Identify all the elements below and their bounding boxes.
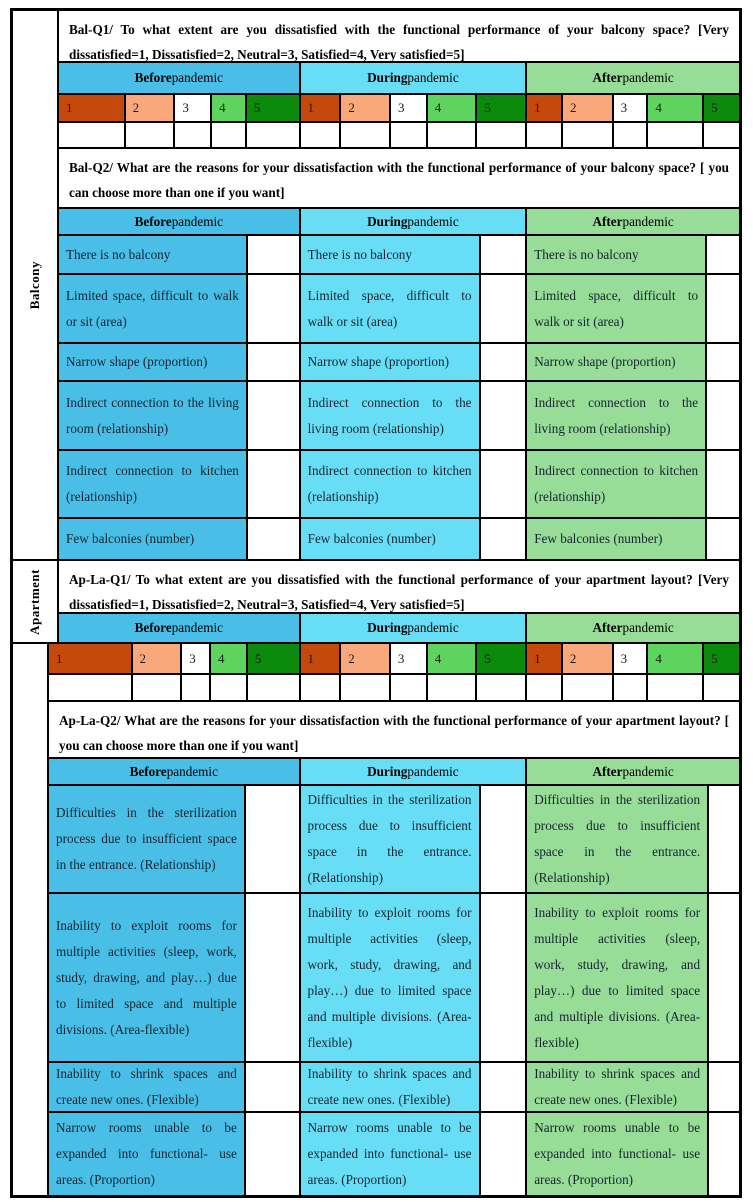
reason-cell: Narrow shape (proportion) <box>58 343 247 381</box>
reason-cell: Narrow shape (proportion) <box>300 343 480 381</box>
empty-side-cell <box>12 643 48 1196</box>
header-after-rest: pandemic <box>622 763 674 779</box>
balcony-q2-period-header-row <box>58 208 740 235</box>
apartment-reason-row <box>48 1112 740 1196</box>
scale-cell-5: 5 <box>246 94 300 122</box>
answer-cell[interactable] <box>562 674 613 701</box>
scale-cell-2: 2 <box>562 94 613 122</box>
reason-cell: Few balconies (number) <box>58 518 247 560</box>
answer-cell[interactable] <box>476 674 526 701</box>
checkbox-cell[interactable] <box>480 450 527 518</box>
header-after-pandemic <box>526 758 740 785</box>
balcony-reason-row <box>58 381 740 450</box>
header-after-bold: After <box>592 620 623 635</box>
apartment-content <box>58 560 740 643</box>
header-during-bold: During <box>367 70 408 85</box>
scale-cell-4: 4 <box>211 94 246 122</box>
reason-cell: Limited space, difficult to walk or sit (area) <box>526 274 706 343</box>
checkbox-cell[interactable] <box>480 1062 527 1112</box>
balcony-reason-row <box>58 235 740 274</box>
header-during-rest: pandemic <box>407 70 459 85</box>
scale-cell-5: 5 <box>476 94 526 122</box>
answer-cell[interactable] <box>613 674 648 701</box>
balcony-reason-row <box>58 450 740 518</box>
answer-cell[interactable] <box>132 674 182 701</box>
answer-cell[interactable] <box>48 674 132 701</box>
answer-cell[interactable] <box>340 122 390 148</box>
row-label-balcony: Balcony <box>27 260 42 310</box>
answer-cell[interactable] <box>390 674 427 701</box>
answer-cell[interactable] <box>613 122 648 148</box>
scale-cell-2: 2 <box>340 94 390 122</box>
row-label-balcony-cell <box>12 10 58 560</box>
apartment-bottom-content <box>48 643 740 1196</box>
header-before-rest: pandemic <box>166 763 218 779</box>
apartment-rating-scale-row <box>48 643 740 674</box>
answer-cell[interactable] <box>210 674 247 701</box>
reason-cell: Difficulties in the sterilization process due to insufficient space in the entrance. (Relationship) <box>48 785 245 893</box>
header-before-rest: pandemic <box>171 620 223 635</box>
reason-cell: Inability to exploit rooms for multiple activities (sleep, work, study, drawing, and play…) due to limited space and multiple divisions. (Area-flexible) <box>300 893 480 1062</box>
balcony-reason-row <box>58 274 740 343</box>
answer-cell[interactable] <box>526 122 562 148</box>
scale-cell-3: 3 <box>613 643 648 674</box>
row-label-apartment-cell <box>12 560 58 643</box>
balcony-q2-row <box>58 148 740 208</box>
answer-cell[interactable] <box>125 122 175 148</box>
header-during-bold: During <box>367 620 408 635</box>
answer-cell[interactable] <box>562 122 613 148</box>
reason-cell: Inability to shrink spaces and create new ones. (Flexible) <box>300 1062 480 1112</box>
header-before-bold: Before <box>134 213 172 229</box>
reason-cell: Inability to shrink spaces and create new ones. (Flexible) <box>48 1062 245 1112</box>
scale-cell-1: 1 <box>526 643 562 674</box>
checkbox-cell[interactable] <box>245 1112 300 1196</box>
reason-cell: Indirect connection to kitchen (relationship) <box>526 450 706 518</box>
reason-cell: Narrow rooms unable to be expanded into functional- use areas. (Proportion) <box>48 1112 245 1196</box>
checkbox-cell[interactable] <box>480 235 527 274</box>
reason-cell: There is no balcony <box>526 235 706 274</box>
answer-cell[interactable] <box>211 122 246 148</box>
reason-cell: Narrow shape (proportion) <box>526 343 706 381</box>
reason-cell: Limited space, difficult to walk or sit (area) <box>300 274 480 343</box>
scale-cell-3: 3 <box>390 94 427 122</box>
apartment-q1-row <box>58 560 740 613</box>
scale-cell-2: 2 <box>132 643 182 674</box>
question-ap-la-q1: Ap-La-Q1/ To what extent are you dissatisfied with the functional performance of your apartment layout? [Very dissatisfied=1, Dissatisfied=2, Neutral=3, Satisfied=4, Very satisfied=5] <box>58 560 740 613</box>
reason-cell: Narrow rooms unable to be expanded into functional- use areas. (Proportion) <box>300 1112 480 1196</box>
checkbox-cell[interactable] <box>247 518 300 560</box>
header-before-pandemic <box>58 208 300 235</box>
section-apartment-bottom <box>12 643 740 1196</box>
scale-cell-5: 5 <box>703 643 740 674</box>
header-before-bold: Before <box>134 70 172 85</box>
apartment-answer-row <box>48 674 740 701</box>
scale-cell-1: 1 <box>58 94 125 122</box>
answer-cell[interactable] <box>427 674 477 701</box>
checkbox-cell[interactable] <box>706 518 740 560</box>
reason-cell: Few balconies (number) <box>300 518 480 560</box>
header-during-bold: During <box>367 763 408 779</box>
balcony-content <box>58 10 740 560</box>
apartment-reason-row <box>48 785 740 893</box>
reason-cell: Indirect connection to the living room (relationship) <box>58 381 247 450</box>
balcony-reason-row <box>58 518 740 560</box>
header-before-bold: Before <box>129 763 167 779</box>
scale-cell-2: 2 <box>125 94 175 122</box>
answer-cell[interactable] <box>300 122 341 148</box>
scale-cell-1: 1 <box>300 643 341 674</box>
checkbox-cell[interactable] <box>706 274 740 343</box>
header-during-pandemic <box>300 208 527 235</box>
answer-cell[interactable] <box>246 122 300 148</box>
checkbox-cell[interactable] <box>247 450 300 518</box>
reason-cell: Difficulties in the sterilization process due to insufficient space in the entrance. (Relationship) <box>300 785 480 893</box>
checkbox-cell[interactable] <box>480 381 527 450</box>
checkbox-cell[interactable] <box>480 1112 527 1196</box>
checkbox-cell[interactable] <box>247 274 300 343</box>
reason-cell: Inability to shrink spaces and create new ones. (Flexible) <box>526 1062 708 1112</box>
header-after-pandemic <box>526 613 740 643</box>
checkbox-cell[interactable] <box>706 381 740 450</box>
row-label-apartment: Apartment <box>27 568 42 635</box>
answer-cell[interactable] <box>300 674 341 701</box>
checkbox-cell[interactable] <box>480 893 527 1062</box>
checkbox-cell[interactable] <box>708 1062 740 1112</box>
reason-cell: Limited space, difficult to walk or sit (area) <box>58 274 247 343</box>
answer-cell[interactable] <box>647 674 703 701</box>
reason-cell: Inability to exploit rooms for multiple activities (sleep, work, study, drawing, and play…) due to limited space and multiple divisions. (Area-flexible) <box>526 893 708 1062</box>
checkbox-cell[interactable] <box>247 381 300 450</box>
header-after-bold: After <box>592 763 623 779</box>
reason-cell: There is no balcony <box>300 235 480 274</box>
scale-cell-1: 1 <box>48 643 132 674</box>
header-after-bold: After <box>592 70 623 85</box>
checkbox-cell[interactable] <box>245 785 300 893</box>
scale-cell-1: 1 <box>300 94 341 122</box>
reason-cell: Indirect connection to the living room (relationship) <box>300 381 480 450</box>
checkbox-cell[interactable] <box>480 343 527 381</box>
answer-cell[interactable] <box>476 122 526 148</box>
answer-cell[interactable] <box>174 122 211 148</box>
scale-cell-3: 3 <box>174 94 211 122</box>
answer-cell[interactable] <box>427 122 477 148</box>
header-after-pandemic <box>526 208 740 235</box>
scale-cell-4: 4 <box>647 94 703 122</box>
scale-cell-5: 5 <box>703 94 740 122</box>
checkbox-cell[interactable] <box>706 450 740 518</box>
balcony-answer-row <box>58 122 740 148</box>
balcony-reason-row <box>58 343 740 381</box>
reason-cell: Indirect connection to the living room (relationship) <box>526 381 706 450</box>
header-during-rest: pandemic <box>407 763 459 779</box>
question-bal-q1: Bal-Q1/ To what extent are you dissatisfied with the functional performance of your balcony space? [Very dissatisfied=1, Dissatisfied=2, Neutral=3, Satisfied=4, Very satisfied=5] <box>58 10 740 62</box>
checkbox-cell[interactable] <box>480 518 527 560</box>
scale-cell-4: 4 <box>427 643 477 674</box>
header-before-bold: Before <box>134 620 172 635</box>
header-during-rest: pandemic <box>407 213 459 229</box>
answer-cell[interactable] <box>526 674 562 701</box>
header-during-rest: pandemic <box>407 620 459 635</box>
checkbox-cell[interactable] <box>247 343 300 381</box>
header-before-pandemic <box>48 758 300 785</box>
reason-cell: Inability to exploit rooms for multiple activities (sleep, work, study, drawing, and play…) due to limited space and multiple divisions. (Area-flexible) <box>48 893 245 1062</box>
answer-cell[interactable] <box>181 674 210 701</box>
apartment-q2-row <box>48 701 740 758</box>
scale-cell-4: 4 <box>210 643 247 674</box>
apartment-q1-period-header-row <box>58 613 740 643</box>
question-bal-q2: Bal-Q2/ What are the reasons for your dissatisfaction with the functional performance of your balcony space? [ you can choose more than one if you want] <box>58 148 740 208</box>
header-during-pandemic <box>300 613 527 643</box>
reason-cell: Indirect connection to kitchen (relationship) <box>300 450 480 518</box>
apartment-reason-row <box>48 893 740 1062</box>
checkbox-cell[interactable] <box>480 274 527 343</box>
scale-cell-2: 2 <box>340 643 390 674</box>
header-during-bold: During <box>367 213 408 229</box>
survey-table <box>10 8 742 1198</box>
scale-cell-5: 5 <box>247 643 300 674</box>
section-apartment <box>12 560 740 643</box>
checkbox-cell[interactable] <box>708 893 740 1062</box>
reason-cell: Narrow rooms unable to be expanded into functional- use areas. (Proportion) <box>526 1112 708 1196</box>
scale-cell-3: 3 <box>390 643 427 674</box>
apartment-reason-row <box>48 1062 740 1112</box>
header-after-bold: After <box>592 213 623 229</box>
answer-cell[interactable] <box>58 122 125 148</box>
header-during-pandemic <box>300 758 527 785</box>
answer-cell[interactable] <box>247 674 300 701</box>
checkbox-cell[interactable] <box>706 343 740 381</box>
answer-cell[interactable] <box>340 674 390 701</box>
header-after-rest: pandemic <box>622 70 674 85</box>
answer-cell[interactable] <box>390 122 427 148</box>
scale-cell-3: 3 <box>181 643 210 674</box>
checkbox-cell[interactable] <box>708 1112 740 1196</box>
scale-cell-4: 4 <box>427 94 477 122</box>
header-after-rest: pandemic <box>622 620 674 635</box>
checkbox-cell[interactable] <box>245 893 300 1062</box>
header-after-pandemic <box>526 62 740 94</box>
question-ap-la-q2: Ap-La-Q2/ What are the reasons for your dissatisfaction with the functional performance of your apartment layout? [ you can choose more than one if you want] <box>48 701 740 758</box>
checkbox-cell[interactable] <box>247 235 300 274</box>
scale-cell-1: 1 <box>526 94 562 122</box>
header-before-rest: pandemic <box>171 213 223 229</box>
reason-cell: Difficulties in the sterilization process due to insufficient space in the entrance. (Relationship) <box>526 785 708 893</box>
checkbox-cell[interactable] <box>480 785 527 893</box>
header-after-rest: pandemic <box>622 213 674 229</box>
answer-cell[interactable] <box>647 122 703 148</box>
header-before-rest: pandemic <box>171 70 223 85</box>
section-balcony <box>12 10 740 560</box>
checkbox-cell[interactable] <box>706 235 740 274</box>
scale-cell-4: 4 <box>647 643 703 674</box>
checkbox-cell[interactable] <box>708 785 740 893</box>
balcony-q1-row <box>58 10 740 62</box>
reason-cell: Indirect connection to kitchen (relationship) <box>58 450 247 518</box>
answer-cell[interactable] <box>703 122 740 148</box>
reason-cell: There is no balcony <box>58 235 247 274</box>
reason-cell: Few balconies (number) <box>526 518 706 560</box>
apartment-q2-period-header-row <box>48 758 740 785</box>
scale-cell-5: 5 <box>476 643 526 674</box>
balcony-rating-scale-row <box>58 94 740 122</box>
scale-cell-3: 3 <box>613 94 648 122</box>
header-before-pandemic <box>58 613 300 643</box>
answer-cell[interactable] <box>703 674 740 701</box>
checkbox-cell[interactable] <box>245 1062 300 1112</box>
scale-cell-2: 2 <box>562 643 613 674</box>
